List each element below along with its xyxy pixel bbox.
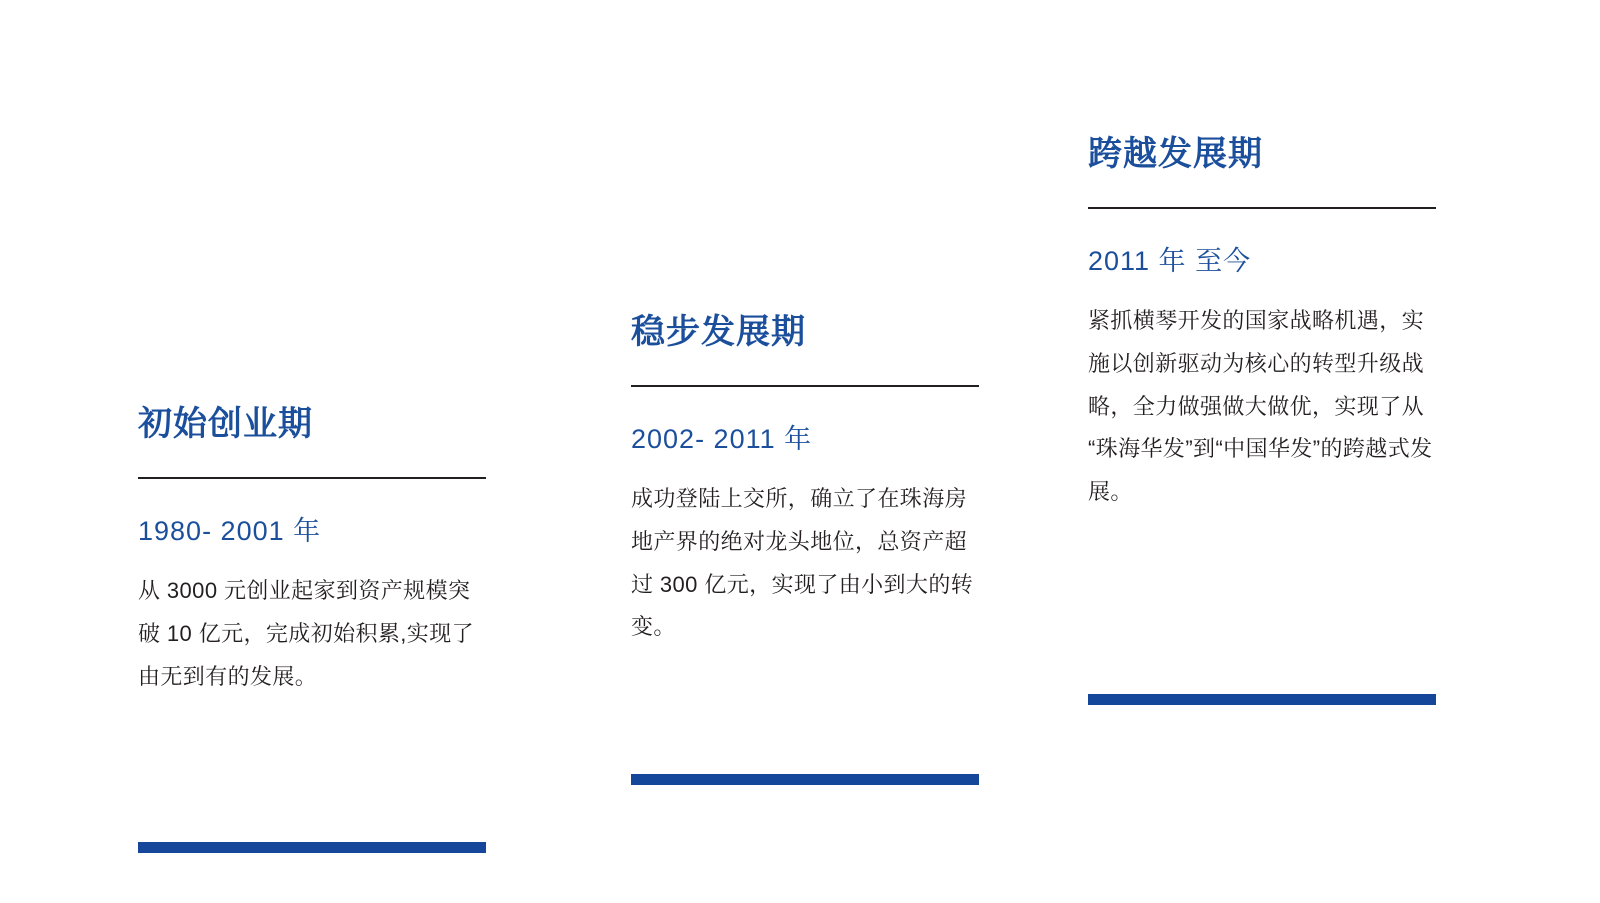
phase-title: 初始创业期 [138,405,313,443]
phase-year-range: 2002- 2011 年 [631,423,813,454]
phase-accent-bar [138,842,486,853]
phase-description: 从 3000 元创业起家到资产规模突破 10 亿元，完成初始积累,实现了由无到有的发展。 [138,577,475,689]
phase-accent-bar [1088,694,1436,705]
phase-title: 稳步发展期 [631,313,806,351]
phase-description: 紧抓横琴开发的国家战略机遇，实施以创新驱动为核心的转型升级战略，全力做强做大做优，实现了从“珠海华发”到“中国华发”的跨越式发展。 [1088,307,1433,505]
phase-card-1 [138,404,498,698]
phase-year-range: 2011 年 至今 [1088,245,1252,276]
phase-year-range: 1980- 2001 年 [138,515,322,546]
phase-card-2 [631,312,991,649]
phase-card-3 [1088,134,1448,514]
phase-accent-bar [631,774,979,785]
phase-description: 成功登陆上交所，确立了在珠海房地产界的绝对龙头地位，总资产超过 300 亿元，实现了由小到大的转变。 [631,485,974,640]
phase-title: 跨越发展期 [1088,135,1263,173]
